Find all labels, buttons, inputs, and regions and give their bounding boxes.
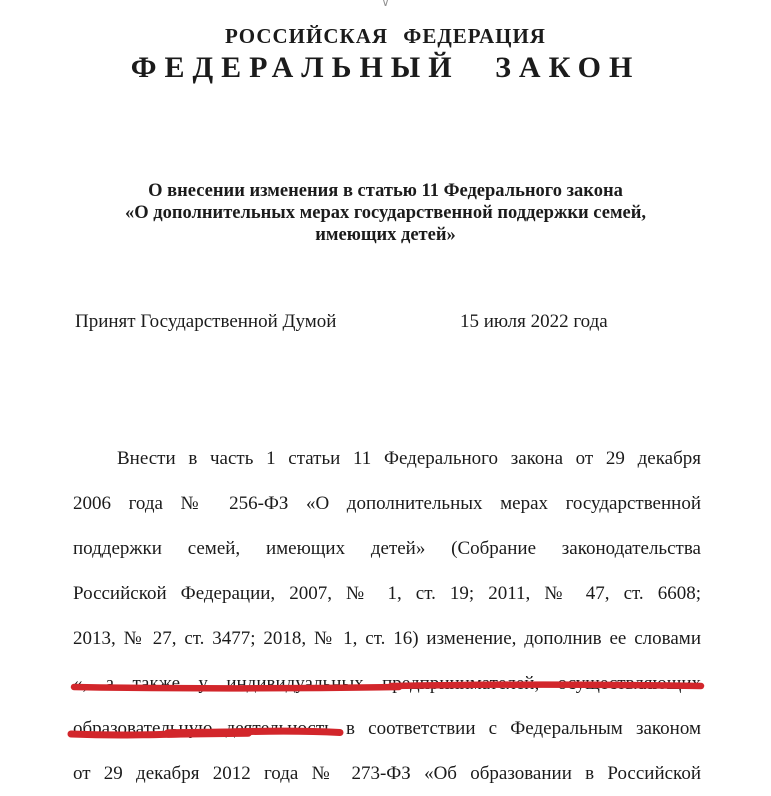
body-line-underlined-partial: образовательную деятельность в соответствии с Федеральным законом [73,718,701,739]
adoption-label: Принят Государственной Думой [75,311,337,332]
header-country: РОССИЙСКАЯ ФЕДЕРАЦИЯ [225,24,546,48]
body-line: поддержки семей, имеющих детей» (Собрание законодательства [73,538,701,559]
body-line-underlined-full: «, а также у индивидуальных предпринимателей, осуществляющих [73,673,701,694]
adoption-date: 15 июля 2022 года [460,311,608,332]
law-title-line-1: О внесении изменения в статью 11 Федерального закона [148,181,623,201]
body-line: Российской Федерации, 2007, № 1, ст. 19; 2011, № 47, ст. 6608; [73,583,701,604]
adoption-row [0,311,771,337]
header-doc-type: ФЕДЕРАЛЬНЫЙ ЗАКОН [130,51,641,84]
body-line: 2006 года № 256-ФЗ «О дополнительных мерах государственной [73,493,701,514]
law-title [60,180,711,246]
law-title-line-3: имеющих детей» [315,225,456,245]
body-paragraph [73,446,701,796]
body-line: от 29 декабря 2012 года № 273-ФЗ «Об образовании в Российской [73,763,701,784]
law-title-line-2: «О дополнительных мерах государственной поддержки семей, [124,203,647,223]
body-line: Внести в часть 1 статьи 11 Федерального закона от 29 декабря [117,448,701,469]
caret-mark-icon: ∨ [381,0,390,9]
body-line: 2013, № 27, ст. 3477; 2018, № 1, ст. 16) изменение, дополнив ее словами [73,628,701,649]
